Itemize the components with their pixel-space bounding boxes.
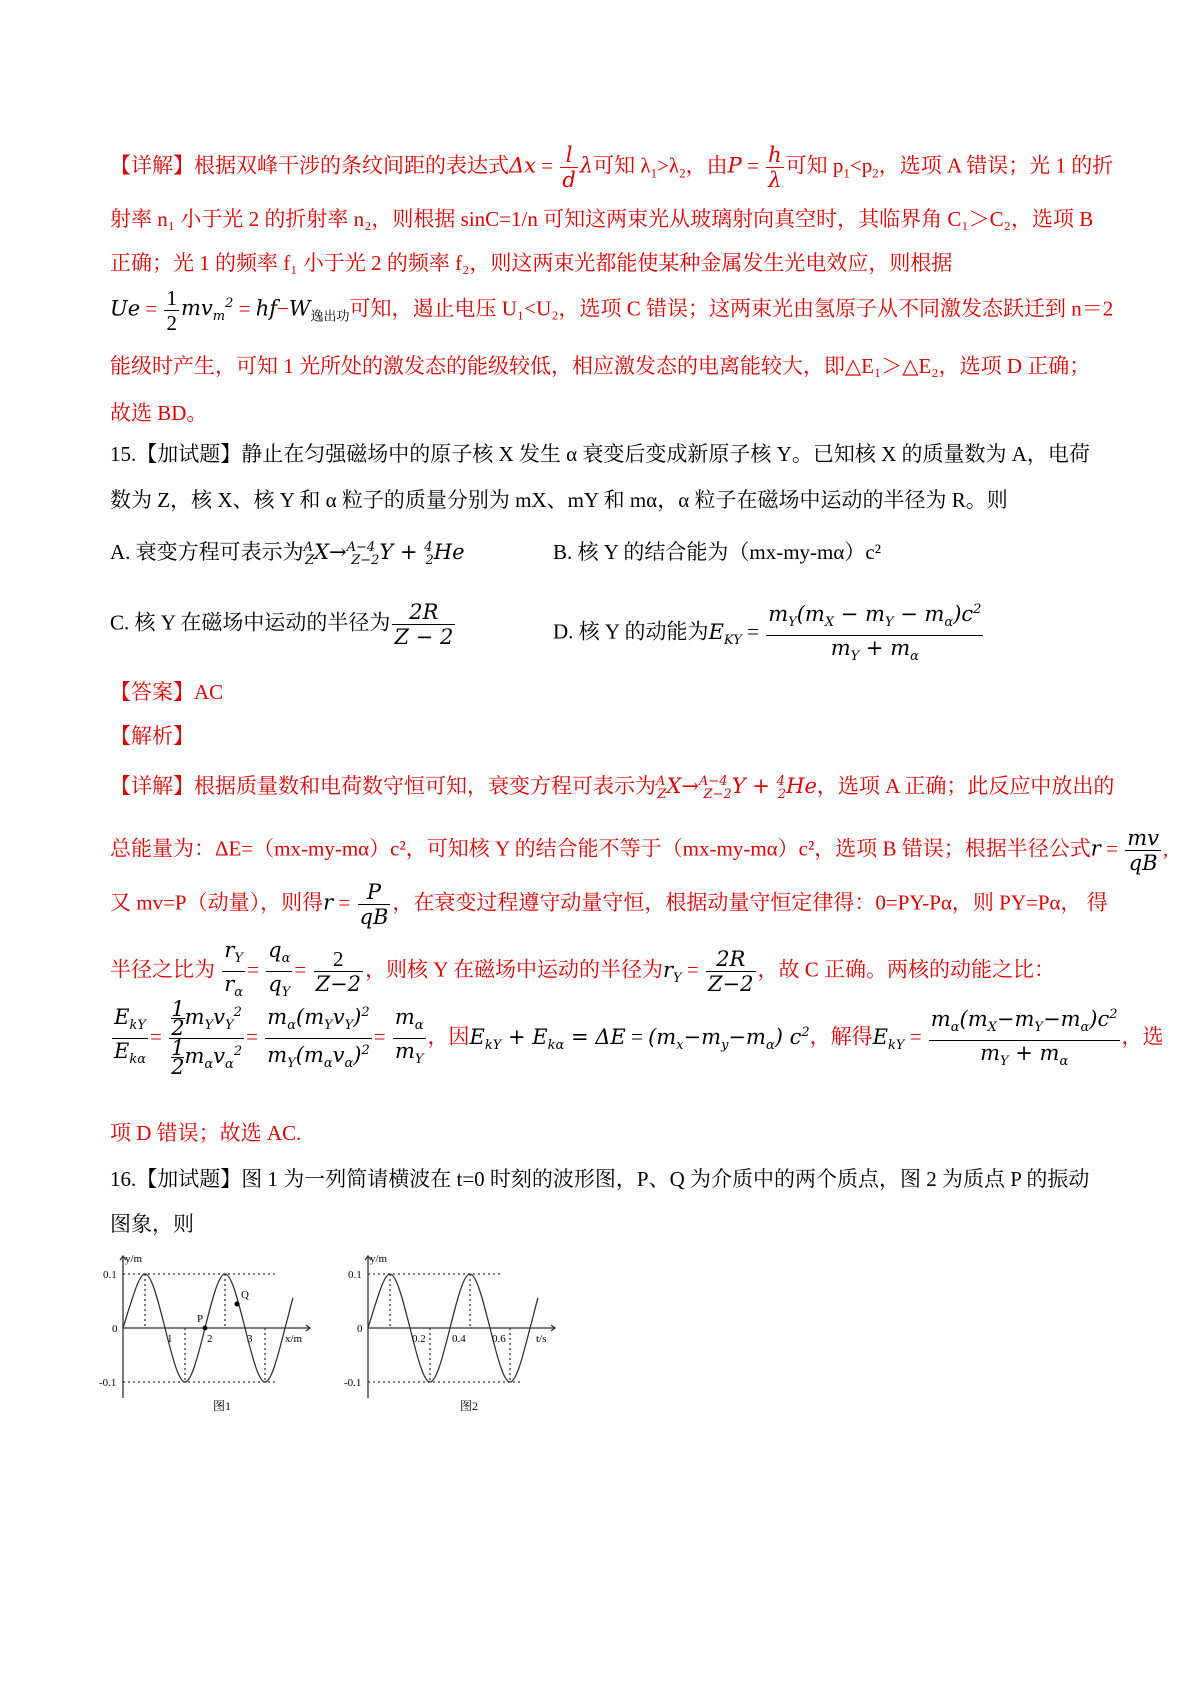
figure-1-wave-graph	[95, 1248, 325, 1418]
fig2-ylabel: y/m	[370, 1253, 388, 1265]
q15-option-a: A. 衰变方程可表示为$^A_Z$X→$^{A-4}_{Z-2}$Y + $^4_2$He	[110, 540, 465, 569]
q15-option-d: D. 核 Y 的动能为$E_{KY}$ = $\frac{m_Y(m_X - m_Y - m_\alpha)c^2}{m_Y + m_\alpha}$	[553, 598, 985, 669]
fig1-point-p	[203, 1326, 208, 1331]
fig1-tick: 2	[207, 1333, 213, 1345]
fig1-xlabel: x/m	[285, 1333, 303, 1345]
q14-detail-line-1: 【详解】根据双峰干涉的条纹间距的表达式Δx = $\frac{l}{d}$ λ可知 $\lambda_1>\lambda_2$，由P = $\frac{h}{\lambda}$ 可知 $p_1<p_2$，选项 A 错误；光 1 的折	[110, 143, 1114, 192]
q15-detail-line-6: 项 D 错误；故选 AC.	[110, 1121, 302, 1145]
q16-stem-line-2: 图象，则	[110, 1212, 194, 1236]
fig1-caption: 图1	[213, 1399, 232, 1413]
q15-detail-line-1: 【详解】根据质量数和电荷数守恒可知，衰变方程可表示为$^A_Z$X→$^{A-4}_{Z-2}$Y + $^4_2$He，选项 A 正确；此反应中放出的	[110, 774, 1115, 803]
q16-stem-line-1: 16.【加试题】图 1 为一列简请横波在 t=0 时刻的波形图，P、Q 为介质中的两个质点，图 2 为质点 P 的振动	[110, 1167, 1090, 1191]
q15-answer: 【答案】AC	[110, 680, 224, 704]
fig2-origin: 0	[357, 1323, 363, 1335]
q15-option-c: C. 核 Y 在磁场中运动的半径为 $\frac{2R}{Z - 2}$	[110, 600, 454, 649]
fig1-label-q: Q	[241, 1289, 249, 1301]
q14-text: 【详解】根据双峰干涉的条纹间距的表达式	[110, 153, 509, 178]
q14-detail-line-6: 故选 BD。	[110, 401, 208, 425]
q15-stem-line-1: 15.【加试题】静止在匀强磁场中的原子核 X 发生 α 衰变后变成新原子核 Y。已知核 X 的质量数为 A，电荷	[110, 442, 1090, 466]
fig2-amp-neg: -0.1	[344, 1377, 362, 1389]
fig2-caption: 图2	[460, 1399, 479, 1413]
q15-detail-line-2: 总能量为：ΔE=（mx-my-mα）c²，可知核 Y 的结合能不等于（mx-my-mα）c²，选项 B 错误；根据半径公式r = $\frac{mv}{qB}$ ,	[110, 826, 1169, 875]
fig1-amp-neg: -0.1	[99, 1377, 117, 1389]
q15-detail-line-4: 半径之比为 $\frac{r_Y}{r_\alpha}$ = $\frac{q_\alpha}{q_Y}$ = $\frac{2}{Z-2}$ ，则核 Y 在磁场中运动的半径为$r_Y$ = $\frac{2R}{Z-2}$ ，故 C 正确。两核的动能之比：	[110, 938, 1056, 1001]
fig1-label-p: P	[197, 1313, 204, 1325]
q15-analysis: 【解析】	[110, 724, 194, 748]
fig1-tick: 3	[247, 1333, 253, 1345]
q15-detail-line-5: $\frac{E_{kY}}{E_{k\alpha}}$ = $\frac{1}{2}$ $m_Yv_Y^2$ $\frac{1}{2}$ $m_\alpha v_\alpha^2$ = $\frac{m_\alpha(m_Yv_Y)^2}{m_Y(m_\alpha v_\alpha)^2}$ = $\frac{m_\alpha}{m_Y}$ ，因$E_{kY} + E_{k\alpha} = \Delta E = (m_x-m_y-m_\alpha)$ $c^2$，解得$E_{kY}$ = $\frac{m_\alpha(m_X-m_Y-m_\alpha)c^2}{m_Y + m_\alpha}$ ，选	[114, 997, 1164, 1080]
q14-detail-line-2: 射率 n₁ 小于光 2 的折射率 n₂，则根据 sinC=1/n 可知这两束光从玻璃射向真空时，其临界角 C₁＞C₂，选项 B	[110, 207, 1094, 231]
q15-detail-line-3: 又 mv=P（动量），则得r = $\frac{P}{qB}$ ，在衰变过程遵守动量守恒，根据动量守恒定律得：0=PY-Pα，则 PY=Pα， 得	[110, 880, 1108, 929]
fig1-origin: 0	[112, 1323, 118, 1335]
fig1-amp-pos: 0.1	[103, 1269, 117, 1281]
q15-option-b: B. 核 Y 的结合能为（mx-my-mα）c²	[553, 540, 882, 564]
q15-stem-line-2: 数为 Z，核 X、核 Y 和 α 粒子的质量分别为 mX、mY 和 mα，α 粒子在磁场中运动的半径为 R。则	[110, 488, 1008, 512]
fig1-ylabel: y/m	[125, 1253, 143, 1265]
q14-detail-line-4: Ue = $\frac{1}{2}$ $mv_m^2 = hf-W_{逸出功}$可知，遏止电压 U₁<U₂，选项 C 错误；这两束光由氢原子从不同激发态跃迁到 n＝2	[110, 286, 1114, 335]
fig1-point-q	[235, 1302, 240, 1307]
q14-detail-line-5: 能级时产生，可知 1 光所处的激发态的能级较低，相应激发态的电离能较大，即△E₁＞△E₂，选项 D 正确；	[110, 354, 1091, 378]
q14-detail-line-3: 正确；光 1 的频率 f₁ 小于光 2 的频率 f₂，则这两束光都能使某种金属发生光电效应，则根据	[110, 251, 953, 275]
fig1-tick: 1	[167, 1333, 173, 1345]
fig2-amp-pos: 0.1	[348, 1269, 362, 1281]
fig2-xlabel: t/s	[536, 1333, 547, 1345]
fig2-tick: 0.4	[452, 1333, 466, 1345]
fig2-tick: 0.2	[412, 1333, 426, 1345]
figure-2-vibration-graph	[340, 1248, 570, 1418]
fig2-tick: 0.6	[492, 1333, 506, 1345]
